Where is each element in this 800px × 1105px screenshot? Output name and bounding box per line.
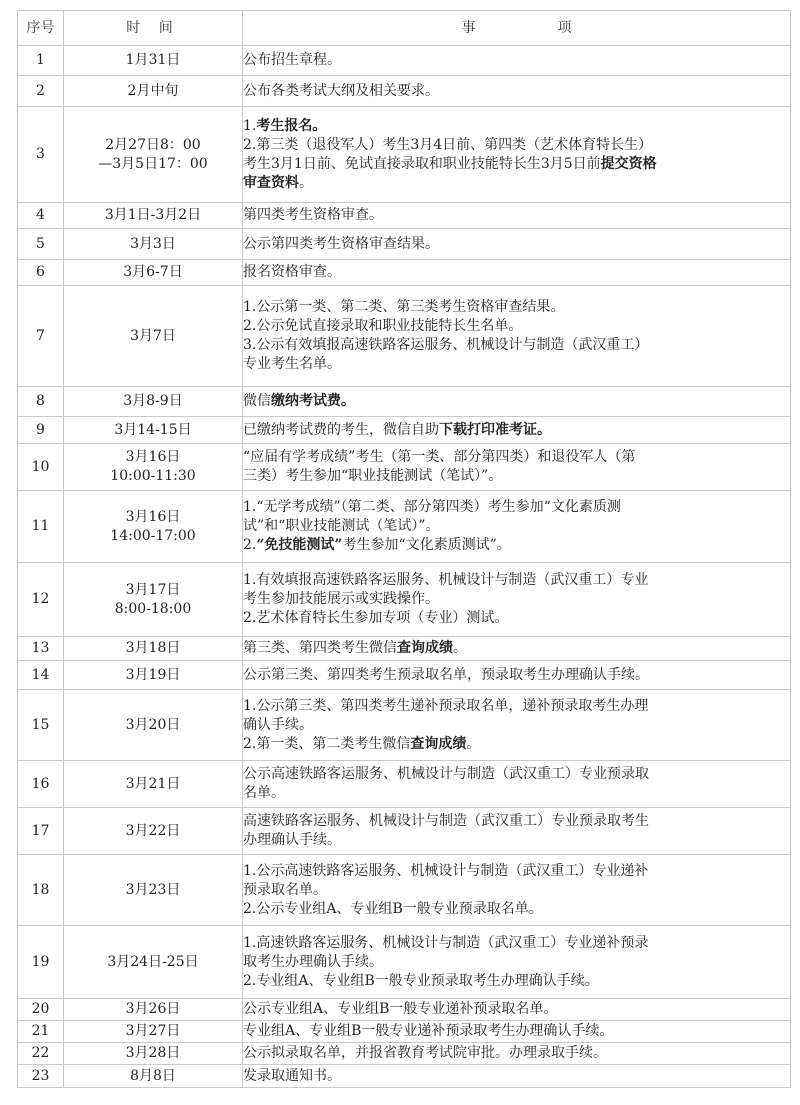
item-text: 。 — [299, 174, 313, 191]
item-text: 名单。 — [243, 785, 285, 801]
row-item — [243, 491, 791, 563]
item-text: 。 — [453, 640, 467, 656]
row-time-line: 3月14-15日 — [114, 421, 192, 438]
row-seq: 14 — [18, 661, 64, 690]
row-seq: 6 — [18, 260, 64, 286]
item-text: 1. — [243, 117, 257, 134]
row-item — [243, 999, 791, 1021]
row-item-line — [243, 467, 790, 486]
row-item — [243, 1065, 791, 1088]
item-text: 。 — [466, 735, 481, 752]
row-time-line: 3月21日 — [125, 775, 181, 792]
row-item-line — [243, 590, 790, 609]
row-item-line — [243, 697, 790, 716]
row-time — [64, 1021, 243, 1043]
row-time-line: 3月24日-25日 — [107, 953, 199, 970]
item-text: 考生3月1日前、免试直接录取和职业技能特长生3月5日前 — [243, 155, 601, 172]
row-time — [64, 761, 243, 808]
emphasis-text: 提交资格 — [600, 155, 657, 172]
item-text: 专业考生名单。 — [243, 356, 341, 372]
item-text: 2.艺术体育特长生参加专项（专业）测试。 — [243, 610, 509, 626]
row-item-line — [243, 263, 790, 282]
row-item — [243, 563, 791, 637]
row-time-line: 3月19日 — [125, 666, 181, 683]
table-row — [18, 203, 791, 229]
table-row — [18, 444, 791, 491]
table-row — [18, 808, 791, 855]
item-text: 公布招生章程。 — [243, 52, 341, 68]
table-row — [18, 1021, 791, 1043]
item-text: 高速铁路客运服务、机械设计与制造（武汉重工）专业预录取考生 — [243, 813, 649, 829]
table-row — [18, 855, 791, 926]
row-time — [64, 46, 243, 76]
row-item-line — [243, 881, 790, 900]
emphasis-text: “免技能测试” — [256, 537, 343, 553]
row-seq: 13 — [18, 637, 64, 661]
item-text: 公布各类考试大纲及相关要求。 — [243, 82, 439, 99]
row-time-line: 3月27日 — [125, 1023, 181, 1039]
row-item — [243, 1021, 791, 1043]
row-seq: 16 — [18, 761, 64, 808]
row-item-line — [243, 831, 790, 850]
row-seq: 5 — [18, 229, 64, 260]
row-item-line — [243, 392, 790, 411]
row-seq: 2 — [18, 76, 64, 107]
row-time-line: 14:00-17:00 — [110, 527, 196, 544]
row-time — [64, 203, 243, 229]
item-text: 2.公示专业组A、专业组B一般专业预录取名单。 — [243, 900, 543, 917]
row-seq: 10 — [18, 444, 64, 491]
table-row — [18, 563, 791, 637]
row-time — [64, 417, 243, 444]
row-item-line — [243, 953, 790, 972]
row-time — [64, 444, 243, 491]
row-seq: 11 — [18, 491, 64, 563]
row-item-line — [243, 765, 790, 784]
row-time — [64, 107, 243, 203]
table-row — [18, 999, 791, 1021]
row-item-line — [243, 317, 790, 336]
row-time-line: 3月6-7日 — [123, 264, 183, 280]
table-row — [18, 926, 791, 999]
row-item-line — [243, 1000, 790, 1019]
item-text: 1.公示第一类、第二类、第三类考生资格审查结果。 — [243, 299, 565, 315]
row-time — [64, 690, 243, 761]
item-text: 公示高速铁路客运服务、机械设计与制造（武汉重工）专业预录取 — [243, 766, 649, 782]
item-text: 专业组A、专业组B一般专业递补预录取考生办理确认手续。 — [243, 1023, 614, 1039]
row-time-line: 3月28日 — [125, 1045, 181, 1061]
item-text: 2.专业组A、专业组B一般专业预录取考生办理确认手续。 — [243, 972, 599, 989]
item-text: 试”和“职业技能测试（笔试）”。 — [243, 518, 440, 534]
row-item — [243, 387, 791, 417]
row-item — [243, 761, 791, 808]
table-row — [18, 76, 791, 107]
table-row — [18, 46, 791, 76]
row-item-line — [243, 117, 790, 136]
row-time — [64, 286, 243, 387]
row-time — [64, 387, 243, 417]
row-time-line: 3月16日 — [125, 508, 181, 525]
row-item-line — [243, 517, 790, 536]
item-text: 1.高速铁路客运服务、机械设计与制造（武汉重工）专业递补预录 — [243, 934, 649, 951]
row-item-line — [243, 235, 790, 254]
row-seq: 8 — [18, 387, 64, 417]
row-item-line — [243, 298, 790, 317]
row-time-line: 3月17日 — [125, 581, 181, 598]
header-item — [243, 11, 791, 46]
row-item — [243, 808, 791, 855]
row-item — [243, 107, 791, 203]
table-row — [18, 637, 791, 661]
item-text: 公示第三类、第四类考生预录取名单，预录取考生办理确认手续。 — [243, 666, 649, 683]
item-text: 公示拟录取名单，并报省教育考试院审批。办理录取手续。 — [243, 1045, 607, 1061]
item-text: 发录取通知书。 — [243, 1067, 341, 1084]
item-text: 第四类考生资格审查。 — [243, 207, 383, 223]
table-row — [18, 1065, 791, 1088]
table-row — [18, 107, 791, 203]
row-item-line — [243, 639, 790, 658]
row-item — [243, 637, 791, 661]
row-time — [64, 1065, 243, 1088]
row-seq: 7 — [18, 286, 64, 387]
emphasis-text: 审查资料 — [243, 174, 299, 191]
item-text: 2. — [243, 537, 257, 553]
row-item-line — [243, 666, 790, 685]
row-seq: 21 — [18, 1021, 64, 1043]
row-time-line: 10:00-11:30 — [110, 468, 196, 484]
table-row — [18, 417, 791, 444]
row-item — [243, 260, 791, 286]
row-item-line — [243, 498, 790, 517]
item-text: 公示第四类考生资格审查结果。 — [243, 235, 439, 252]
row-item-line — [243, 900, 790, 919]
row-seq: 18 — [18, 855, 64, 926]
emphasis-text: 查询成绩 — [410, 735, 467, 752]
row-time — [64, 999, 243, 1021]
row-time-line: 3月8-9日 — [123, 393, 183, 409]
row-item-line — [243, 972, 790, 991]
row-time — [64, 563, 243, 637]
row-item — [243, 76, 791, 107]
row-seq: 22 — [18, 1043, 64, 1065]
row-seq: 19 — [18, 926, 64, 999]
item-text: 1.“无学考成绩”（第二类、部分第四类）考生参加“文化素质测 — [243, 499, 621, 515]
row-time-line: 1月31日 — [125, 52, 181, 68]
row-time-line: 3月26日 — [125, 1001, 181, 1017]
row-time-line: 3月18日 — [125, 640, 181, 656]
item-text: 第三类、第四类考生微信 — [243, 640, 397, 656]
header-time: 时 间 — [64, 11, 243, 46]
row-item — [243, 229, 791, 260]
row-item-line — [243, 448, 790, 467]
table-row — [18, 387, 791, 417]
row-seq: 20 — [18, 999, 64, 1021]
emphasis-text: 考生报名。 — [256, 117, 327, 134]
table-row — [18, 286, 791, 387]
row-time-line: 3月23日 — [125, 881, 181, 898]
row-seq: 1 — [18, 46, 64, 76]
row-item-line — [243, 812, 790, 831]
row-item-line — [243, 174, 790, 193]
row-time-line: —3月5日17：00 — [98, 155, 208, 172]
row-item — [243, 46, 791, 76]
row-item-line — [243, 1022, 790, 1041]
row-item-line — [243, 51, 790, 70]
row-seq: 4 — [18, 203, 64, 229]
item-text: 2.公示免试直接录取和职业技能特长生名单。 — [243, 318, 523, 334]
emphasis-text: 下载打印准考证。 — [439, 421, 551, 438]
row-seq: 3 — [18, 107, 64, 203]
row-time — [64, 855, 243, 926]
row-item-line — [243, 784, 790, 803]
row-time-line: 3月16日 — [125, 449, 181, 465]
row-time — [64, 637, 243, 661]
row-time-line: 2月中旬 — [127, 82, 179, 99]
item-text: 1.有效填报高速铁路客运服务、机械设计与制造（武汉重工）专业 — [243, 572, 649, 588]
item-text: 取考生办理确认手续。 — [243, 953, 383, 970]
row-item — [243, 661, 791, 690]
row-time — [64, 229, 243, 260]
item-text: 预录取名单。 — [243, 881, 327, 898]
table-header-row — [18, 11, 791, 46]
header-item-b: 项 — [557, 19, 572, 36]
row-item — [243, 690, 791, 761]
row-item — [243, 855, 791, 926]
header-seq: 序号 — [18, 11, 64, 46]
row-time-line: 8:00-18:00 — [114, 600, 192, 617]
row-time — [64, 926, 243, 999]
item-text: 已缴纳考试费的考生，微信自助 — [243, 421, 439, 438]
item-text: 考生参加技能展示或实践操作。 — [243, 591, 439, 607]
row-item — [243, 1043, 791, 1065]
row-time — [64, 76, 243, 107]
row-time — [64, 260, 243, 286]
row-item-line — [243, 355, 790, 374]
row-item-line — [243, 421, 790, 440]
header-item-a: 事 — [461, 19, 476, 36]
item-text: 1.公示高速铁路客运服务、机械设计与制造（武汉重工）专业递补 — [243, 862, 649, 879]
row-item-line — [243, 1044, 790, 1063]
table-row — [18, 761, 791, 808]
row-item — [243, 444, 791, 491]
row-item-line — [243, 536, 790, 555]
item-text: 公示专业组A、专业组B一般专业递补预录取名单。 — [243, 1001, 558, 1017]
row-item — [243, 926, 791, 999]
row-item-line — [243, 862, 790, 881]
row-seq: 9 — [18, 417, 64, 444]
row-time-line: 8月8日 — [130, 1067, 176, 1084]
item-text: 3.公示有效填报高速铁路客运服务、机械设计与制造（武汉重工） — [243, 337, 649, 353]
row-time-line: 2月27日8：00 — [105, 136, 201, 153]
item-text: 考生参加“文化素质测试”。 — [342, 537, 511, 553]
item-text: 办理确认手续。 — [243, 832, 341, 848]
item-text: 三类）考生参加“职业技能测试（笔试）”。 — [243, 468, 503, 484]
row-item — [243, 286, 791, 387]
row-item-line — [243, 206, 790, 225]
row-item-line — [243, 609, 790, 628]
row-item-line — [243, 336, 790, 355]
row-time-line: 3月7日 — [130, 327, 176, 344]
table-body — [18, 46, 791, 1088]
item-text: 确认手续。 — [243, 716, 313, 733]
table-row — [18, 260, 791, 286]
row-item-line — [243, 716, 790, 735]
row-time — [64, 1043, 243, 1065]
row-item-line — [243, 1067, 790, 1086]
item-text: “应届有学考成绩”考生（第一类、部分第四类）和退役军人（第 — [243, 449, 636, 465]
row-item-line — [243, 136, 790, 155]
schedule-table — [17, 10, 791, 1088]
item-text: 微信 — [243, 393, 271, 409]
row-time-line: 3月3日 — [130, 235, 176, 252]
row-seq: 15 — [18, 690, 64, 761]
row-item-line — [243, 934, 790, 953]
row-item — [243, 417, 791, 444]
item-text: 1.公示第三类、第四类考生递补预录取名单，递补预录取考生办理 — [243, 697, 649, 714]
item-text: 2.第一类、第二类考生微信 — [243, 735, 411, 752]
row-item — [243, 203, 791, 229]
row-time-line: 3月20日 — [125, 716, 181, 733]
table-row — [18, 1043, 791, 1065]
row-seq: 23 — [18, 1065, 64, 1088]
row-time — [64, 661, 243, 690]
table-row — [18, 661, 791, 690]
item-text: 报名资格审查。 — [243, 264, 341, 280]
row-item-line — [243, 155, 790, 174]
row-time-line: 3月1日-3月2日 — [104, 207, 202, 223]
row-time — [64, 808, 243, 855]
table-row — [18, 229, 791, 260]
table-row — [18, 690, 791, 761]
row-seq: 12 — [18, 563, 64, 637]
row-item-line — [243, 82, 790, 101]
table-row — [18, 491, 791, 563]
row-time — [64, 491, 243, 563]
emphasis-text: 缴纳考试费。 — [271, 393, 355, 409]
row-seq: 17 — [18, 808, 64, 855]
row-time-line: 3月22日 — [125, 822, 181, 839]
item-text: 2.第三类（退役军人）考生3月4日前、第四类（艺术体育特长生） — [243, 136, 653, 153]
row-item-line — [243, 571, 790, 590]
emphasis-text: 查询成绩 — [397, 640, 453, 656]
row-item-line — [243, 735, 790, 754]
